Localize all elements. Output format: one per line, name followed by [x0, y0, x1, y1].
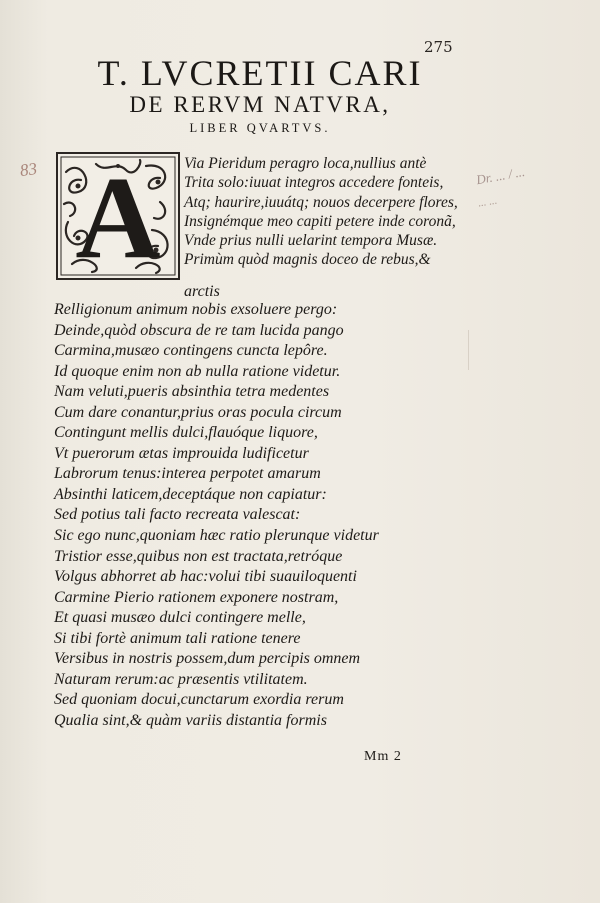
book-heading: LIBER QVARTVS. — [189, 121, 331, 135]
verse-line: Via Pieridum peragro loca,nullius antè — [184, 155, 427, 172]
dropcap-letter: A — [75, 152, 161, 283]
verse-line: Deinde,quòd obscura de re tam lucida pango — [54, 321, 344, 339]
verse-body — [54, 300, 464, 731]
verse-continuation: arctis — [184, 283, 220, 300]
verse-line: Carmina,musæo contingens cuncta lepôre. — [54, 342, 328, 360]
margin-note-left: 83 — [18, 158, 39, 181]
verse-line: Carmine Pierio rationem exponere nostram, — [54, 588, 339, 606]
verse-line: Versibus in nostris possem,dum percipis omnem — [54, 650, 361, 668]
verse-line: Volgus abhorret ab hac:volui tibi suauiloquenti — [54, 568, 357, 586]
verse-line: Qualia sint,& quàm variis distantia formis — [54, 711, 327, 729]
verse-line: Contingunt mellis dulci,flauóque liquore, — [54, 424, 318, 442]
verse-line: Insignémque meo capiti petere inde coronã, — [184, 212, 456, 230]
ornamental-initial-icon — [56, 152, 180, 283]
verse-line: Sic ego nunc,quoniam hæc ratio plerunque videtur — [54, 527, 379, 545]
page-crease — [468, 330, 469, 370]
verse-line: Nam veluti,pueris absinthia tetra medentes — [54, 383, 330, 401]
verse-line: Sed quoniam docui,cunctarum exordia rerum — [54, 691, 344, 709]
verse-line: Id quoque enim non ab nulla ratione videtur. — [54, 362, 341, 380]
opening-lines — [184, 154, 474, 270]
margin-note-right-line2: ... ... — [477, 194, 499, 210]
verse-line: Sed potius tali facto recreata valescat: — [54, 506, 301, 524]
verse-line: Naturam rerum:ac præsentis vtilitatem. — [54, 670, 308, 688]
margin-note-right — [476, 160, 594, 220]
verse-line: Tristior esse,quibus non est tractata,retróque — [54, 547, 343, 565]
page-subtitle: DE RERVM NATVRA, — [129, 92, 391, 117]
verse-line: Labrorum tenus:interea perpotet amarum — [54, 465, 321, 483]
verse-line: Si tibi fortè animum tali ratione tenere — [54, 629, 301, 647]
verse-line: Vnde prius nulli uelarint tempora Musæ. — [184, 232, 438, 250]
page-number: 275 — [424, 38, 453, 56]
page-title: T. LVCRETII CARI — [97, 53, 423, 93]
verse-line: Cum dare conantur,prius oras pocula circum — [54, 403, 342, 421]
verse-line: Trita solo:iuuat integros accedere fonteis, — [184, 174, 444, 192]
signature-mark: Mm 2 — [364, 749, 402, 764]
verse-line: Vt puerorum ætas improuida ludificetur — [54, 444, 309, 462]
margin-note-right-line1: Dr. ... / ... — [474, 163, 526, 188]
verse-line: Relligionum animum nobis exsoluere pergo: — [54, 301, 338, 318]
verse-line: Atq; haurire,iuuátq; nouos decerpere flores, — [184, 193, 458, 211]
verse-line: Et quasi musæo dulci contingere melle, — [54, 609, 306, 627]
verse-line: Primùm quòd magnis doceo de rebus,& — [184, 251, 431, 269]
verse-line: Absinthi laticem,deceptáque non capiatur: — [54, 485, 327, 503]
